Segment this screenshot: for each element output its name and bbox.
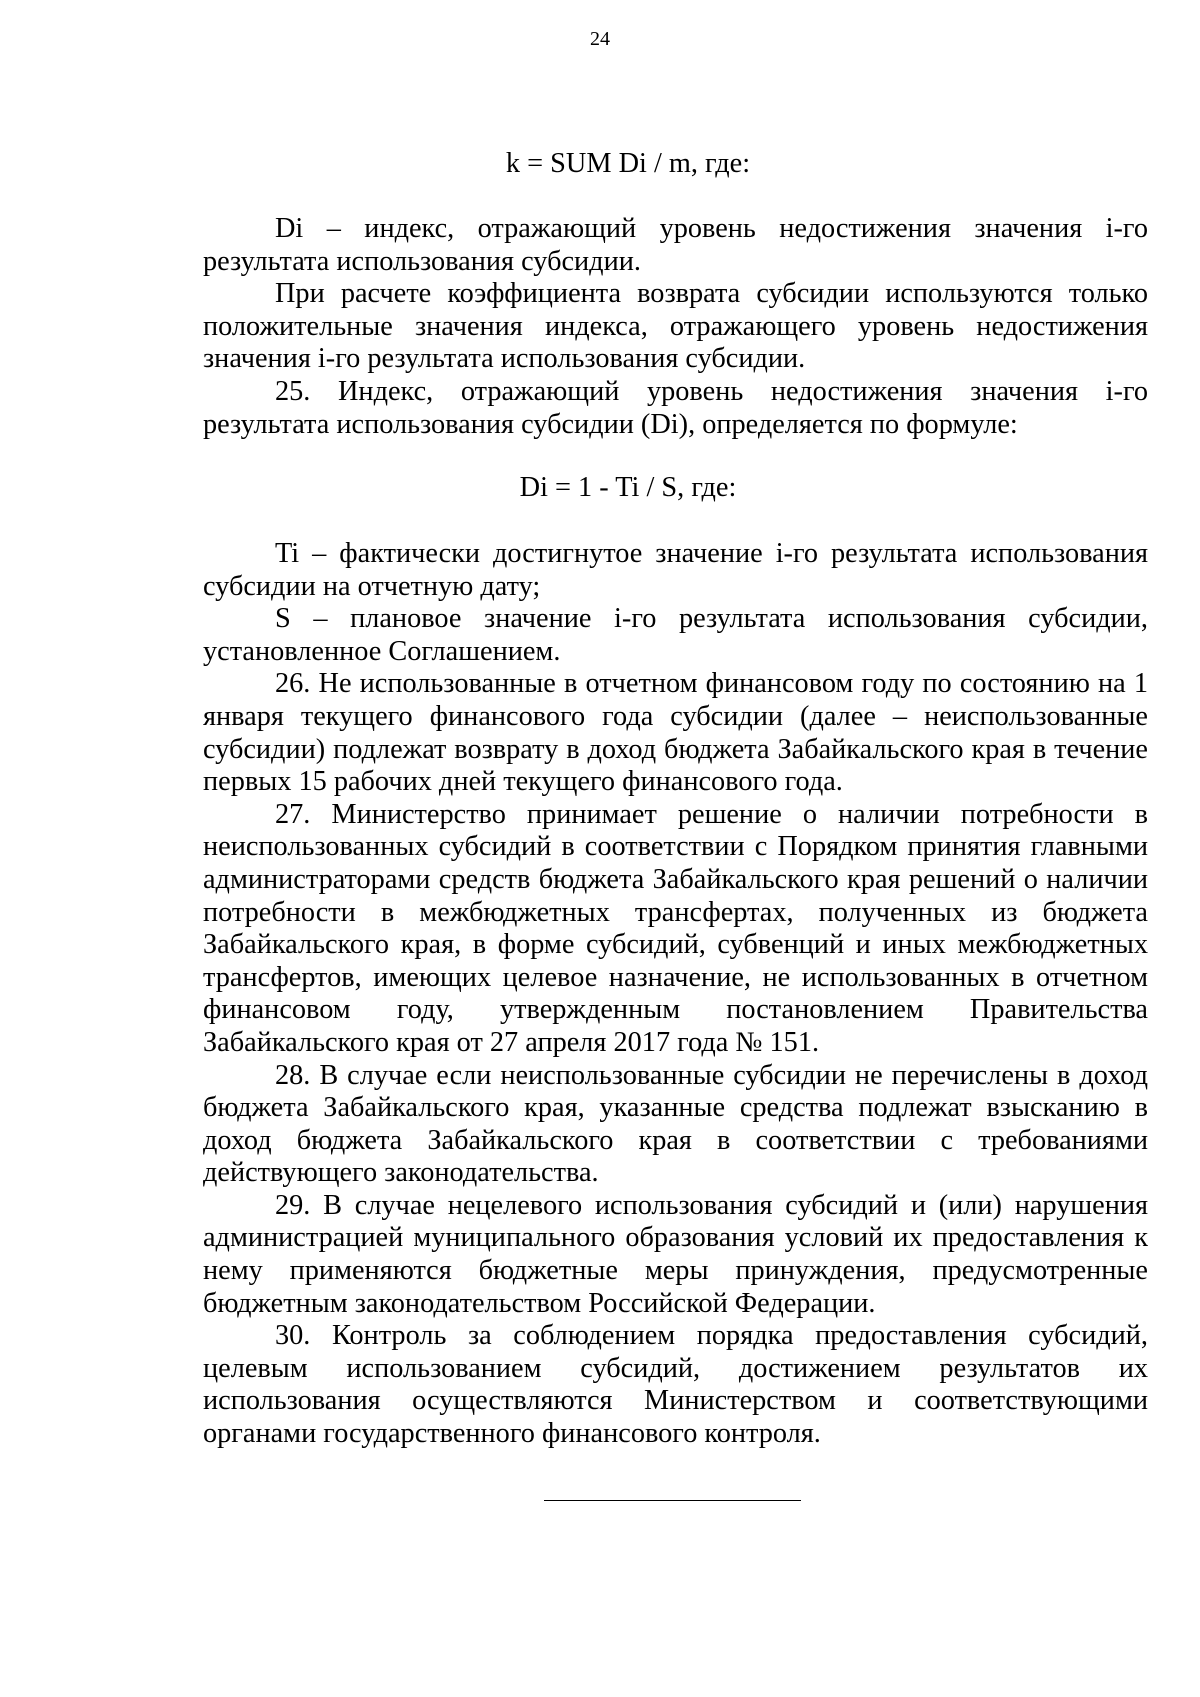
page-number: 24 (590, 28, 610, 50)
paragraph-positive-values: При расчете коэффициента возврата субсидии используются только положительные значения индекса, отражающего уровень недостижения значения i-го результата использования субсидии. (203, 278, 1148, 375)
paragraph-27: 27. Министерство принимает решение о наличии потребности в неиспользованных субсидий в соответствии с Порядком принятия главными администраторами средств бюджета Забайкальского края решений о наличии потребности в межбюджетных трансфертах, полученных из бюджета Забайкальского края, в форме субсидий, субвенций и иных межбюджетных трансфертов, имеющих целевое назначение, не использованных в отчетном финансовом году, утвержденным постановлением Правительства Забайкальского края от 27 апреля 2017 года № 151. (203, 798, 1148, 1058)
paragraph-26: 26. Не использованные в отчетном финансовом году по состоянию на 1 января текущего финансового года субсидии (далее – неиспользованные субсидии) подлежат возврату в доход бюджета Забайкальского края в течение первых 15 рабочих дней текущего финансового года. (203, 668, 1148, 798)
paragraph-di-definition: Di – индекс, отражающий уровень недостижения значения i-го результата использования субсидии. (203, 213, 1148, 277)
paragraph-29: 29. В случае нецелевого использования субсидий и (или) нарушения администрацией муниципального образования условий их предоставления к нему применяются бюджетные меры принуждения, предусмотренные бюджетным законодательством Российской Федерации. (203, 1189, 1148, 1319)
paragraph-28: 28. В случае если неиспользованные субсидии не перечислены в доход бюджета Забайкальского края, указанные средства подлежат взысканию в доход бюджета Забайкальского края в соответствии с требованиями действующего законодательства. (203, 1059, 1148, 1189)
paragraph-s-definition: S – плановое значение i-го результата использования субсидии, установленное Соглашением. (203, 603, 1148, 667)
text-block-after-formula (203, 538, 1148, 1451)
formula-di: Di = 1 - Ti / S, где: (519, 472, 737, 503)
formula-k: k = SUM Di / m, где: (505, 148, 751, 179)
paragraph-30: 30. Контроль за соблюдением порядка предоставления субсидий, целевым использованием субсидий, достижением результатов их использования осуществляются Министерством и соответствующими органами государственного финансового контроля. (203, 1320, 1148, 1450)
end-of-document-rule (544, 1500, 801, 1501)
paragraph-25: 25. Индекс, отражающий уровень недостижения значения i-го результата использования субсидии (Di), определяется по формуле: (203, 375, 1148, 440)
text-block-before-formula (203, 213, 1148, 441)
paragraph-ti-definition: Ti – фактически достигнутое значение i-го результата использования субсидии на отчетную дату; (203, 538, 1148, 602)
